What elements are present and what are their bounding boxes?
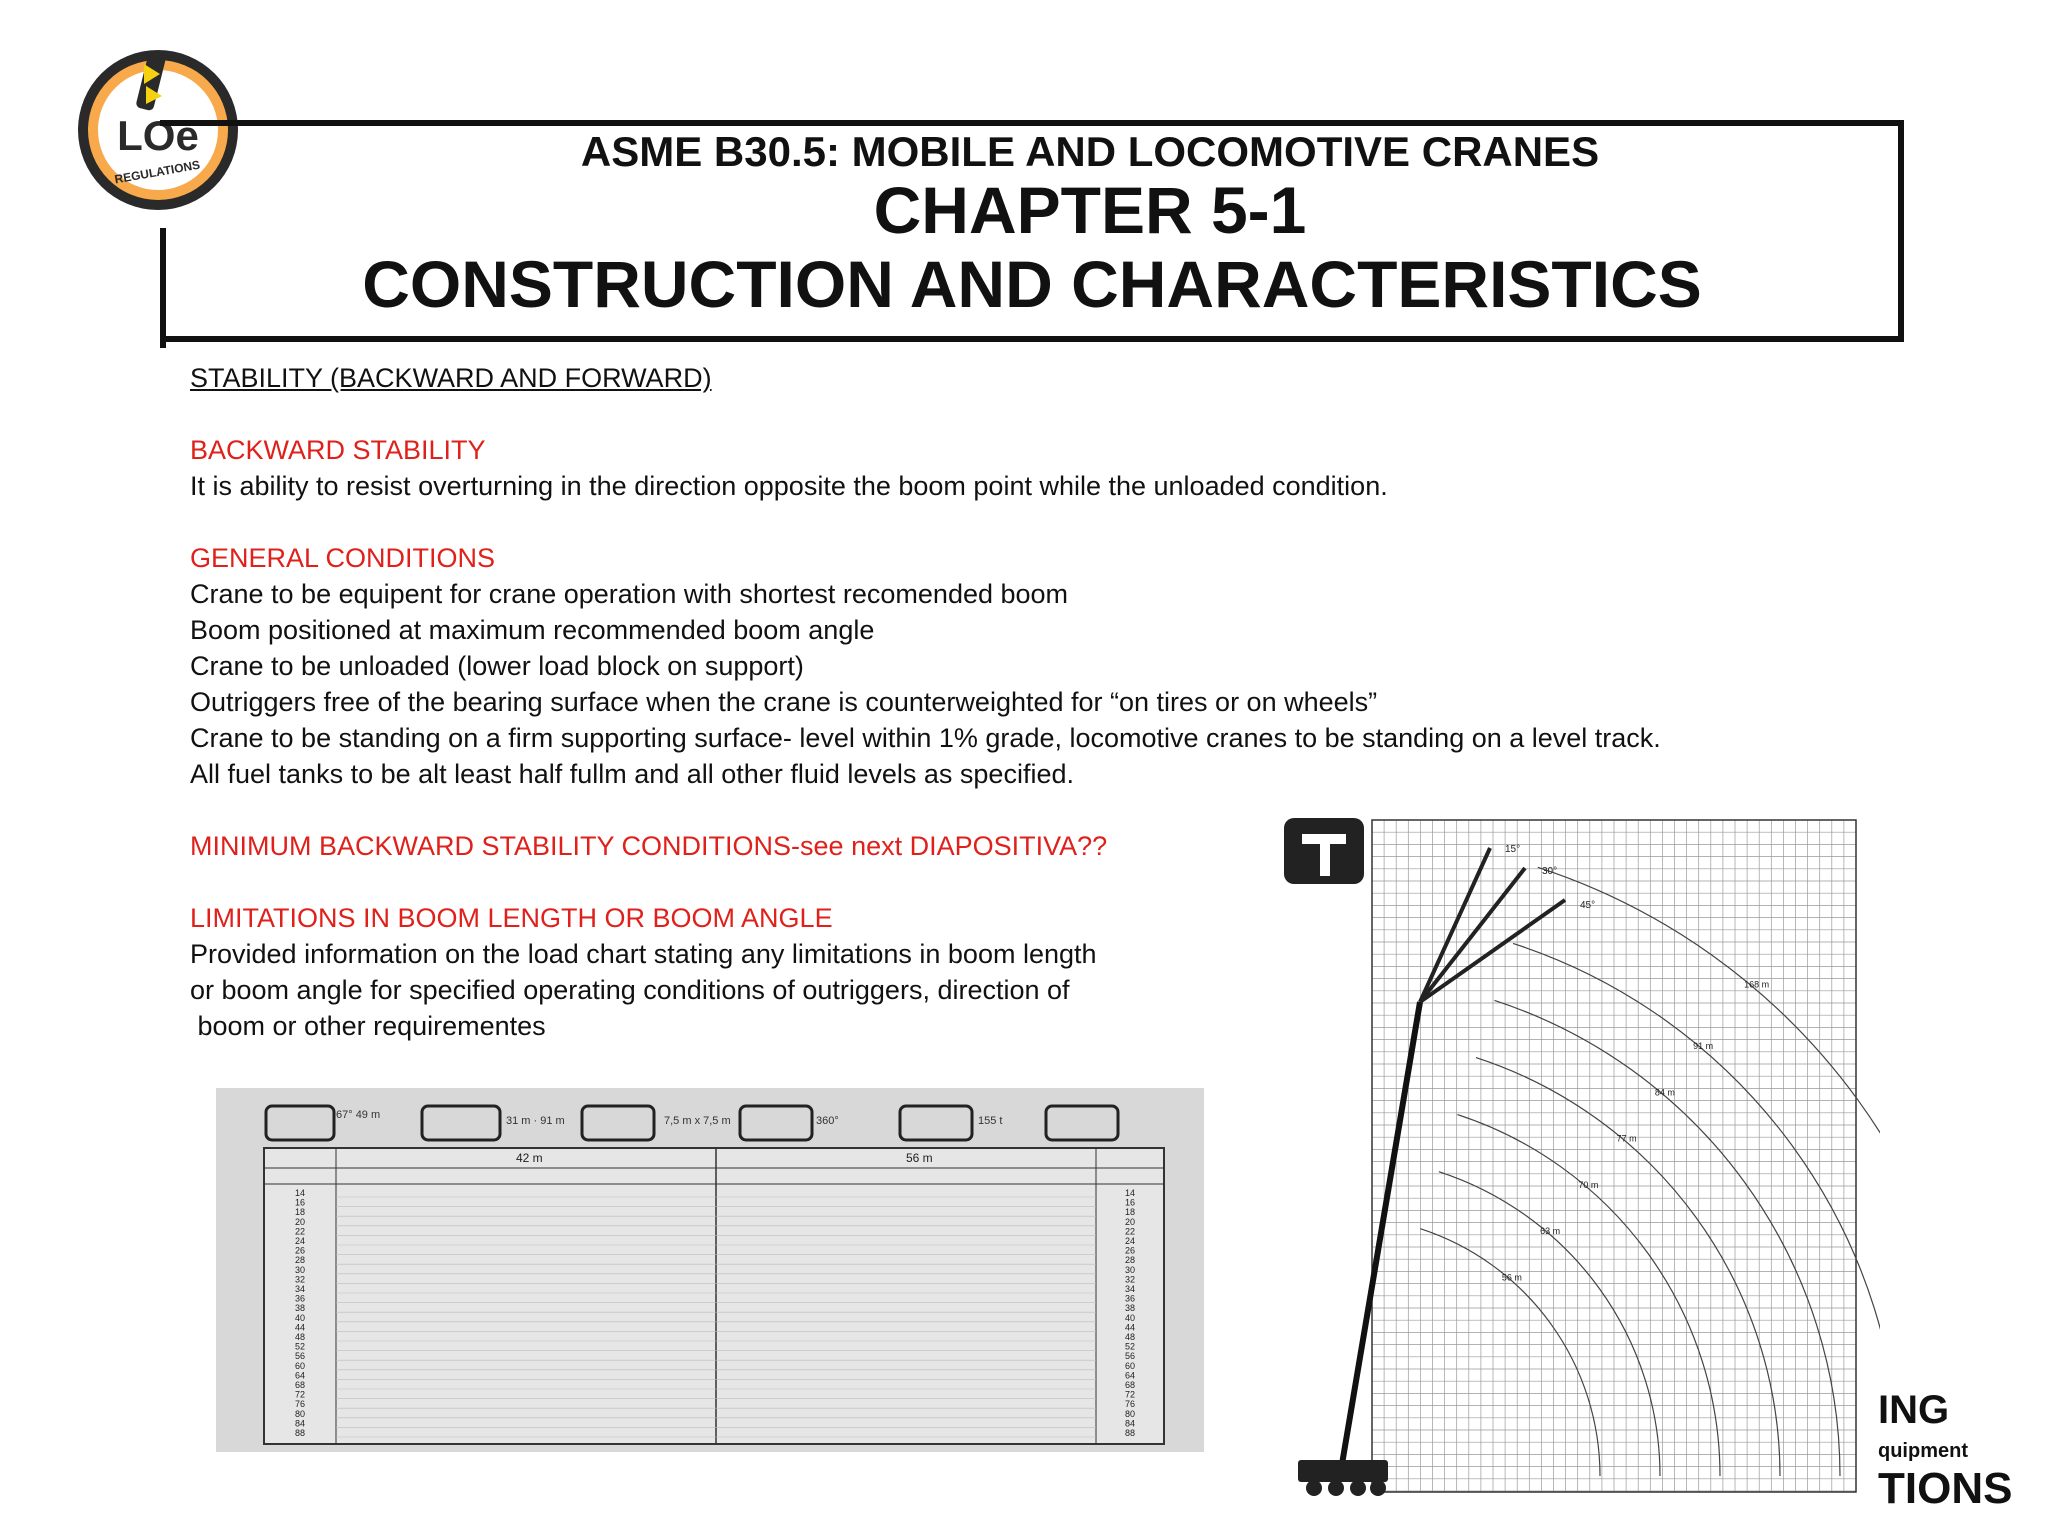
radius-label-left: 68 <box>294 1380 306 1390</box>
radius-label-left: 38 <box>294 1303 306 1314</box>
crane-carrier <box>1298 1460 1388 1482</box>
range-arc-label: 77 m <box>1616 1133 1637 1144</box>
limitations-line: Provided information on the load chart stating any limitations in boom length <box>190 939 1097 969</box>
radius-label-left: 76 <box>294 1399 306 1410</box>
general-condition-line: Crane to be equipent for crane operation with shortest recomended boom <box>190 579 1069 609</box>
brand-line-2: quipment <box>1878 1440 1968 1462</box>
range-arc-label: 168 m <box>1744 979 1770 990</box>
general-condition-line: Crane to be unloaded (lower load block on support) <box>190 651 804 681</box>
angle-label: 45° <box>1580 900 1596 911</box>
radius-label-right: 28 <box>1124 1255 1136 1266</box>
header-subtitle: ASME B30.5: MOBILE AND LOCOMOTIVE CRANES <box>580 128 1600 175</box>
radius-label-left: 36 <box>294 1293 306 1304</box>
radius-label-right: 40 <box>1124 1312 1136 1323</box>
radius-label-right: 84 <box>1124 1418 1136 1429</box>
logo-subtext: REGULATIONS <box>113 157 202 187</box>
limitations-line: boom or other requirementes <box>190 1011 546 1041</box>
working-range-chart-image <box>1280 812 1880 1504</box>
radius-label-left: 24 <box>294 1236 306 1246</box>
general-condition-line: All fuel tanks to be alt least half fullm and all other fluid levels as specified. <box>190 759 1074 789</box>
radius-label-right: 30 <box>1124 1264 1136 1275</box>
radius-label-left: 16 <box>294 1197 306 1208</box>
radius-label-right: 64 <box>1124 1370 1136 1381</box>
radius-label-left: 34 <box>294 1284 306 1294</box>
boom-group-right: 56 m <box>906 1151 933 1165</box>
radius-label-right: 56 <box>1124 1351 1136 1362</box>
range-arc-label: 70 m <box>1578 1179 1599 1190</box>
svg-text:7,5 m x 7,5 m: 7,5 m x 7,5 m <box>664 1115 731 1127</box>
radius-label-right: 60 <box>1124 1360 1136 1371</box>
radius-label-left: 28 <box>294 1255 306 1266</box>
general-condition-line: Crane to be standing on a firm supporting surface- level within 1% grade, locomotive cranes to be standing on a level track. <box>190 723 1661 753</box>
radius-label-left: 40 <box>294 1312 306 1323</box>
brand-line-3: TIONS <box>1878 1464 2013 1513</box>
radius-label-left: 56 <box>294 1351 306 1362</box>
radius-label-left: 20 <box>294 1216 306 1227</box>
radius-label-right: 68 <box>1124 1380 1136 1390</box>
range-arc-label: 56 m <box>1501 1272 1522 1283</box>
radius-label-right: 26 <box>1124 1245 1136 1256</box>
backward-stability-heading: BACKWARD STABILITY <box>190 435 486 465</box>
radius-label-right: 88 <box>1124 1428 1136 1438</box>
radius-label-right: 44 <box>1124 1322 1136 1333</box>
limitations-line: or boom angle for specified operating conditions of outriggers, direction of <box>190 975 1070 1005</box>
radius-label-right: 36 <box>1124 1293 1136 1304</box>
angle-label: 30° <box>1542 866 1558 877</box>
boom-group-left: 42 m <box>516 1151 543 1165</box>
backward-stability-text: It is ability to resist overturning in the direction opposite the boom point while the unloaded condition. <box>190 471 1388 501</box>
range-arc-label: 63 m <box>1540 1226 1561 1237</box>
chapter-title: CHAPTER 5-1 <box>873 173 1307 247</box>
radius-label-left: 72 <box>294 1389 306 1400</box>
minimum-stability-heading: MINIMUM BACKWARD STABILITY CONDITIONS-see next DIAPOSITIVA?? <box>190 831 1108 861</box>
radius-label-left: 22 <box>294 1226 306 1237</box>
radius-label-left: 88 <box>294 1428 306 1438</box>
general-condition-line: Boom positioned at maximum recommended boom angle <box>190 615 875 645</box>
radius-label-left: 48 <box>294 1332 306 1342</box>
limitations-heading: LIMITATIONS IN BOOM LENGTH OR BOOM ANGLE <box>190 903 833 933</box>
general-condition-line: Outriggers free of the bearing surface when the crane is counterweighted for “on tires or on wheels” <box>190 687 1378 717</box>
radius-label-right: 22 <box>1124 1226 1136 1237</box>
radius-label-left: 26 <box>294 1245 306 1256</box>
radius-label-right: 24 <box>1124 1236 1136 1246</box>
radius-label-left: 60 <box>294 1360 306 1371</box>
radius-label-right: 38 <box>1124 1303 1136 1314</box>
radius-label-left: 30 <box>294 1264 306 1275</box>
svg-text:67° 49 m: 67° 49 m <box>336 1109 381 1121</box>
radius-label-right: 32 <box>1124 1274 1136 1285</box>
svg-text:155 t: 155 t <box>978 1115 1003 1127</box>
range-arc-label: 84 m <box>1654 1087 1675 1098</box>
brand-line-1: ING <box>1878 1388 1950 1432</box>
range-arc-label: 91 m <box>1693 1041 1714 1052</box>
load-chart-table-image <box>216 1088 1204 1452</box>
section-heading: STABILITY (BACKWARD AND FORWARD) <box>190 363 712 393</box>
radius-label-right: 14 <box>1124 1188 1136 1198</box>
radius-label-right: 16 <box>1124 1197 1136 1208</box>
logo-word: LOe <box>117 112 199 159</box>
radius-label-right: 52 <box>1124 1341 1136 1352</box>
radius-label-right: 76 <box>1124 1399 1136 1410</box>
angle-label: 15° <box>1505 844 1521 855</box>
svg-text:31 m · 91 m: 31 m · 91 m <box>506 1115 565 1127</box>
radius-label-left: 84 <box>294 1418 306 1429</box>
radius-label-left: 52 <box>294 1341 306 1352</box>
radius-label-right: 48 <box>1124 1332 1136 1342</box>
radius-label-left: 64 <box>294 1370 306 1381</box>
general-conditions-heading: GENERAL CONDITIONS <box>190 543 496 573</box>
radius-label-right: 18 <box>1124 1207 1136 1218</box>
radius-label-right: 80 <box>1124 1408 1136 1419</box>
svg-text:360°: 360° <box>816 1115 839 1127</box>
radius-label-left: 32 <box>294 1274 306 1285</box>
radius-label-left: 18 <box>294 1207 306 1218</box>
radius-label-left: 14 <box>294 1188 306 1198</box>
radius-label-right: 34 <box>1124 1284 1136 1294</box>
radius-label-right: 20 <box>1124 1216 1136 1227</box>
page-title: CONSTRUCTION AND CHARACTERISTICS <box>362 247 1702 321</box>
radius-label-left: 80 <box>294 1408 306 1419</box>
radius-label-left: 44 <box>294 1322 306 1333</box>
radius-label-right: 72 <box>1124 1389 1136 1400</box>
brand-mark <box>1878 1388 2028 1513</box>
